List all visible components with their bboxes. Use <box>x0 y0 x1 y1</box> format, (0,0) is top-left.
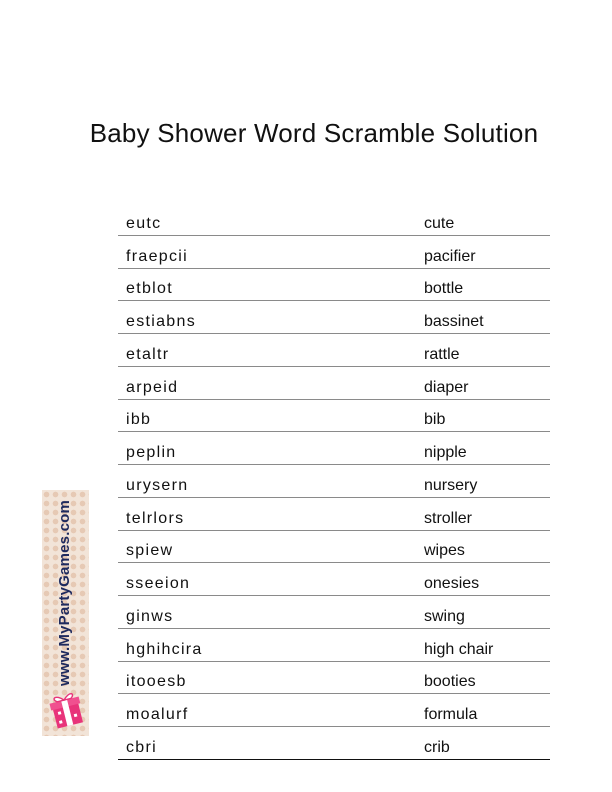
scrambled-word: hghihcira <box>126 640 203 658</box>
table-row <box>118 301 550 334</box>
scrambled-word: arpeid <box>126 378 179 396</box>
answer-word: rattle <box>424 345 460 363</box>
answer-word: onesies <box>424 575 480 592</box>
table-row <box>118 531 550 564</box>
answer-word: nipple <box>424 444 467 461</box>
scrambled-word: ginws <box>126 607 174 625</box>
scrambled-word: estiabns <box>126 313 196 330</box>
answer-word: stroller <box>424 509 473 527</box>
scrambled-word: itooesb <box>126 673 187 691</box>
scrambled-word: moalurf <box>126 706 189 723</box>
answer-word: swing <box>424 607 465 625</box>
table-row <box>118 236 550 269</box>
table-row <box>118 203 550 236</box>
answer-word: formula <box>424 706 478 723</box>
scrambled-word: eutc <box>126 214 162 232</box>
page-title: Baby Shower Word Scramble Solution <box>89 118 539 148</box>
answer-word: diaper <box>424 378 469 396</box>
table-row <box>118 334 550 367</box>
table-row <box>118 269 550 302</box>
table-row <box>118 596 550 629</box>
table-row <box>118 727 550 760</box>
scrambled-word: etblot <box>126 280 173 298</box>
table-row <box>118 563 550 596</box>
scrambled-word: spiew <box>126 542 174 560</box>
answer-word: booties <box>424 673 476 691</box>
table-row <box>118 465 550 498</box>
scrambled-word: ibb <box>126 411 152 429</box>
table-row <box>118 400 550 433</box>
answer-word: bottle <box>424 280 464 298</box>
answer-word: crib <box>424 738 450 756</box>
scrambled-word: telrlors <box>126 509 185 527</box>
scrambled-word: peplin <box>126 444 177 461</box>
table-row <box>118 694 550 727</box>
scrambled-word: cbri <box>126 738 157 756</box>
answer-word: bib <box>424 411 446 429</box>
table-row <box>118 498 550 531</box>
scrambled-word: sseeion <box>126 575 191 592</box>
table-row <box>118 629 550 662</box>
answer-word: bassinet <box>424 313 484 330</box>
table-row <box>118 662 550 695</box>
answer-word: wipes <box>424 542 465 560</box>
scrambled-word: fraepcii <box>126 247 188 265</box>
scrambled-word: etaltr <box>126 345 170 363</box>
website-url: www.MyPartyGames.com <box>56 499 73 686</box>
answer-list <box>118 203 550 760</box>
answer-word: cute <box>424 214 455 232</box>
gift-box-icon <box>44 690 88 732</box>
answer-word: high chair <box>424 640 494 658</box>
table-row <box>118 367 550 400</box>
answer-word: nursery <box>424 476 478 494</box>
table-row <box>118 432 550 465</box>
scrambled-word: urysern <box>126 476 189 494</box>
answer-word: pacifier <box>424 247 476 265</box>
